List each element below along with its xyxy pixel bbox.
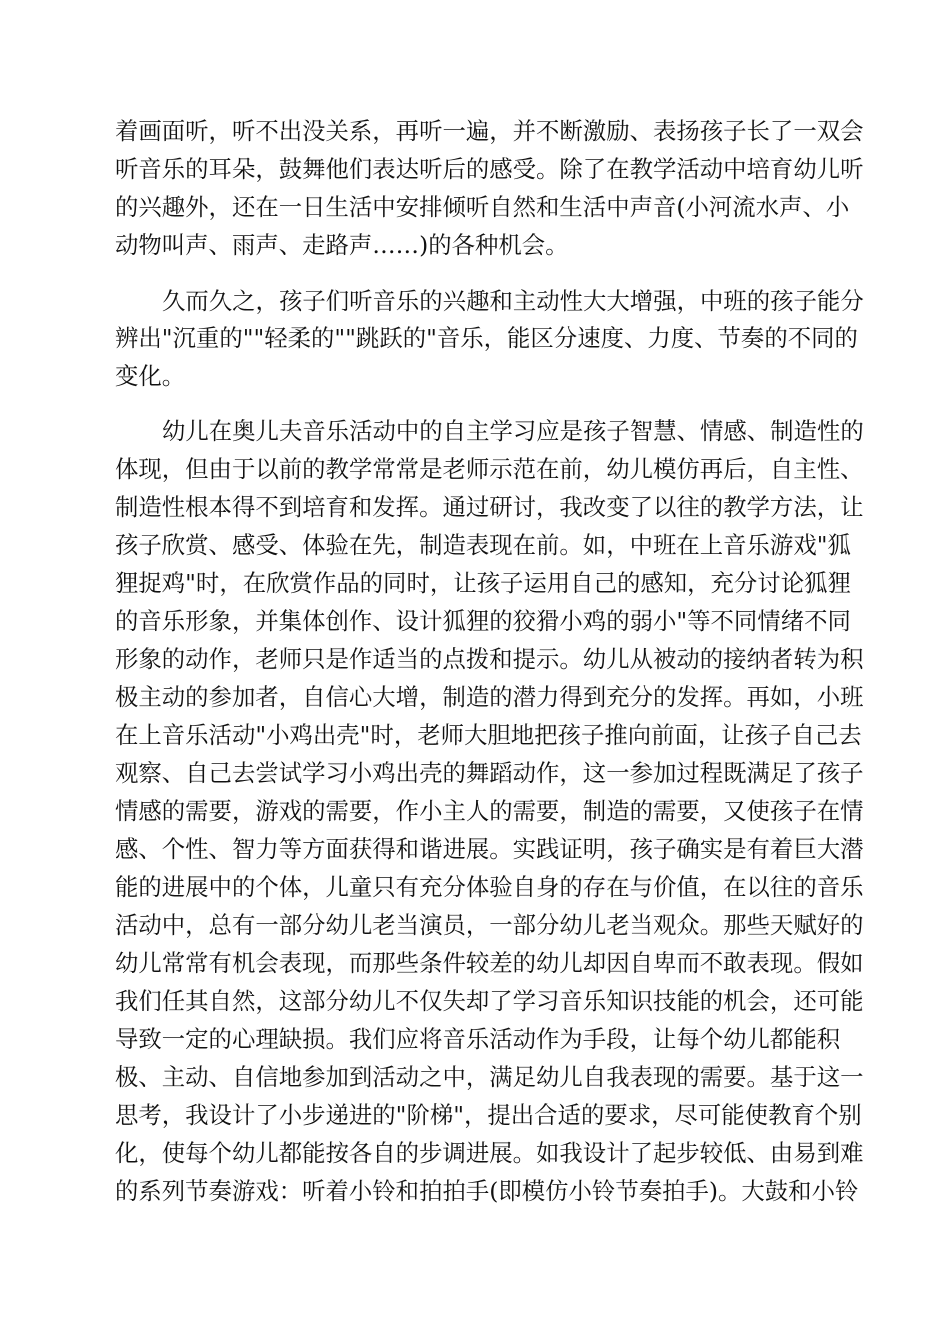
text-line: 活动中，总有一部分幼儿老当演员，一部分幼儿老当观众。那些天赋好的 (115, 911, 864, 939)
text-line: 动物叫声、雨声、走路声……)的各种机会。 (115, 231, 569, 259)
text-line: 辨出"沉重的""轻柔的""跳跃的"音乐，能区分速度、力度、节奏的不同的 (115, 324, 858, 352)
text-line: 久而久之，孩子们听音乐的兴趣和主动性大大增强，中班的孩子能分 (162, 287, 864, 315)
text-line: 感、个性、智力等方面获得和谐进展。实践证明，孩子确实是有着巨大潜 (115, 835, 864, 863)
text-line: 听音乐的耳朵，鼓舞他们表达听后的感受。除了在教学活动中培育幼儿听 (115, 155, 864, 183)
text-line: 幼儿常常有机会表现，而那些条件较差的幼儿却因自卑而不敢表现。假如 (115, 949, 864, 977)
text-line: 导致一定的心理缺损。我们应将音乐活动作为手段，让每个幼儿都能积 (115, 1025, 841, 1053)
text-line: 幼儿在奥儿夫音乐活动中的自主学习应是孩子智慧、情感、制造性的 (162, 417, 864, 445)
text-line: 化，使每个幼儿都能按各自的步调进展。如我设计了起步较低、由易到难 (115, 1139, 864, 1167)
text-line: 能的进展中的个体，儿童只有充分体验自身的存在与价值，在以往的音乐 (115, 873, 864, 901)
text-line: 形象的动作，老师只是作适当的点拨和提示。幼儿从被动的接纳者转为积 (115, 645, 864, 673)
text-line: 情感的需要，游戏的需要，作小主人的需要，制造的需要，又使孩子在情 (115, 797, 864, 825)
text-line: 极主动的参加者，自信心大增，制造的潜力得到充分的发挥。再如，小班 (115, 683, 864, 711)
text-line: 的音乐形象，并集体创作、设计狐狸的狡猾小鸡的弱小"等不同情绪不同 (115, 607, 851, 635)
text-line: 极、主动、自信地参加到活动之中，满足幼儿自我表现的需要。基于这一 (115, 1063, 864, 1091)
text-line: 我们任其自然，这部分幼儿不仅失却了学习音乐知识技能的机会，还可能 (115, 987, 864, 1015)
text-line: 的兴趣外，还在一日生活中安排倾听自然和生活中声音(小河流水声、小 (115, 193, 850, 221)
text-line: 观察、自己去尝试学习小鸡出壳的舞蹈动作，这一参加过程既满足了孩子 (115, 759, 864, 787)
text-line: 制造性根本得不到培育和发挥。通过研讨，我改变了以往的教学方法，让 (115, 493, 864, 521)
text-line: 体现，但由于以前的教学常常是老师示范在前，幼儿模仿再后，自主性、 (115, 455, 864, 483)
text-line: 的系列节奏游戏：听着小铃和拍拍手(即模仿小铃节奏拍手)。大鼓和小铃 (115, 1177, 859, 1205)
text-line: 着画面听，听不出没关系，再听一遍，并不断激励、表扬孩子长了一双会 (115, 117, 864, 145)
text-line: 在上音乐活动"小鸡出壳"时，老师大胆地把孩子推向前面，让孩子自己去 (115, 721, 862, 749)
text-line: 变化。 (115, 362, 186, 390)
text-line: 孩子欣赏、感受、体验在先，制造表现在前。如，中班在上音乐游戏"狐 (115, 531, 851, 559)
text-line: 狸捉鸡"时，在欣赏作品的同时，让孩子运用自己的感知，充分讨论狐狸 (115, 569, 851, 597)
text-line: 思考，我设计了小步递进的"阶梯"，提出合适的要求，尽可能使教育个别 (115, 1101, 862, 1129)
